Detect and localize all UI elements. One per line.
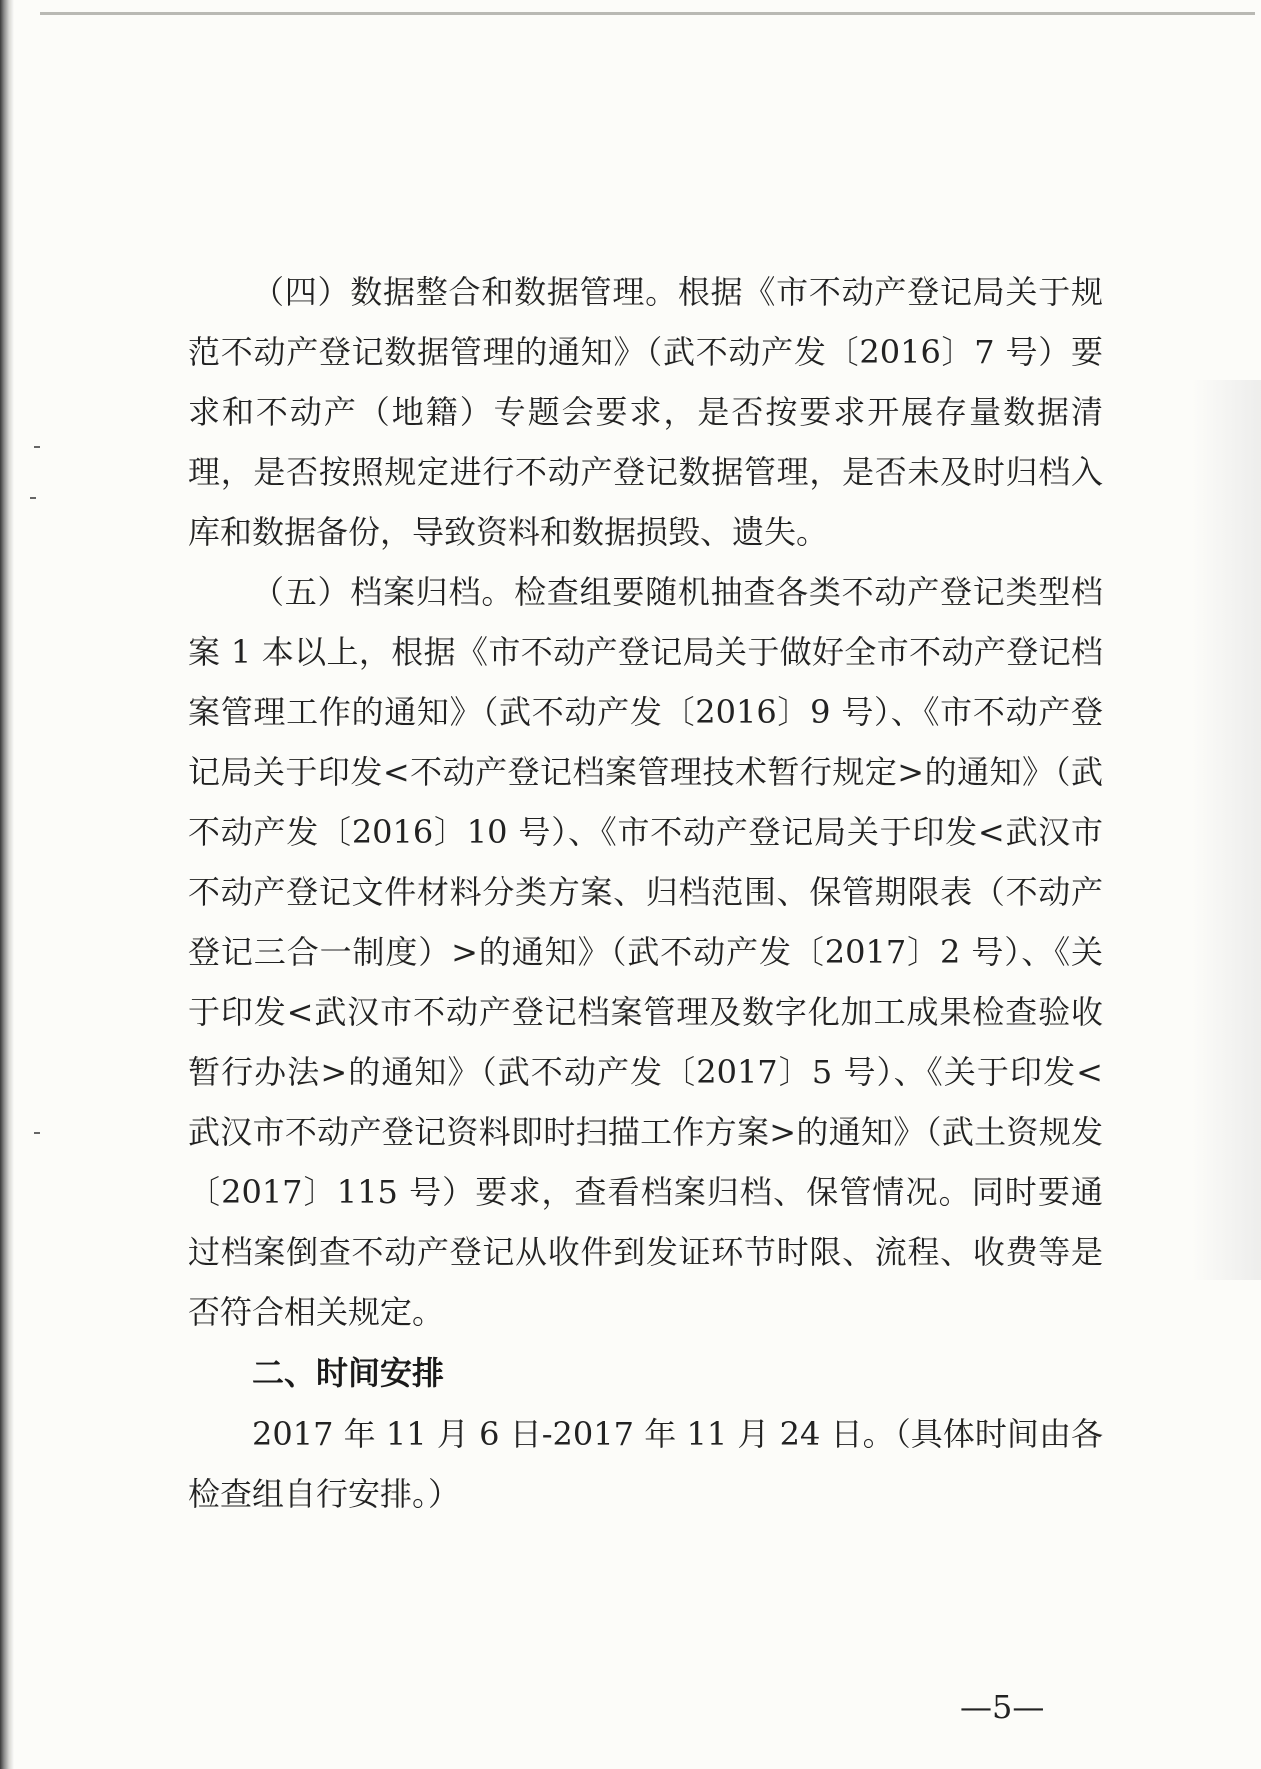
scan-binding-edge (0, 0, 14, 1769)
paragraph-archiving: （五）档案归档。检查组要随机抽查各类不动产登记类型档案 1 本以上，根据《市不动产登记局关于做好全市不动产登记档案管理工作的通知》（武不动产发〔2016〕9 号）、《市不动产登记局关于印发<不动产登记档案管理技术暂行规定>的通知》（武不动产发〔2016〕10 号）、《市不动产登记局关于印发<武汉市不动产登记文件材料分类方案、归档范围、保管期限表（不动产登记三合一制度）>的通知》（武不动产发〔2017〕2 号）、《关于印发<武汉市不动产登记档案管理及数字化加工成果检查验收暂行办法>的通知》（武不动产发〔2017〕5 号）、《关于印发<武汉市不动产登记资料即时扫描工作方案>的通知》（武土资规发〔2017〕115 号）要求，查看档案归档、保管情况。同时要通过档案倒查不动产登记从收件到发证环节时限、流程、收费等是否符合相关规定。 (188, 573, 1103, 1331)
page-number: —5— (960, 1688, 1045, 1726)
scan-mark (34, 446, 40, 448)
paragraph-schedule: 2017 年 11 月 6 日-2017 年 11 月 24 日。（具体时间由各检查组自行安排。） (188, 1415, 1103, 1513)
section-heading-schedule: 二、时间安排 (252, 1354, 445, 1392)
body-text (188, 262, 1103, 1524)
scan-mark (34, 1132, 40, 1134)
scan-shadow (1191, 380, 1261, 1280)
paragraph-data-management: （四）数据整合和数据管理。根据《市不动产登记局关于规范不动产登记数据管理的通知》（武不动产发〔2016〕7 号）要求和不动产（地籍）专题会要求，是否按要求开展存量数据清理，是否按照规定进行不动产登记数据管理，是否未及时归档入库和数据备份，导致资料和数据损毁、遗失。 (188, 273, 1103, 551)
top-edge-rule (40, 12, 1255, 15)
scan-mark (30, 497, 36, 499)
